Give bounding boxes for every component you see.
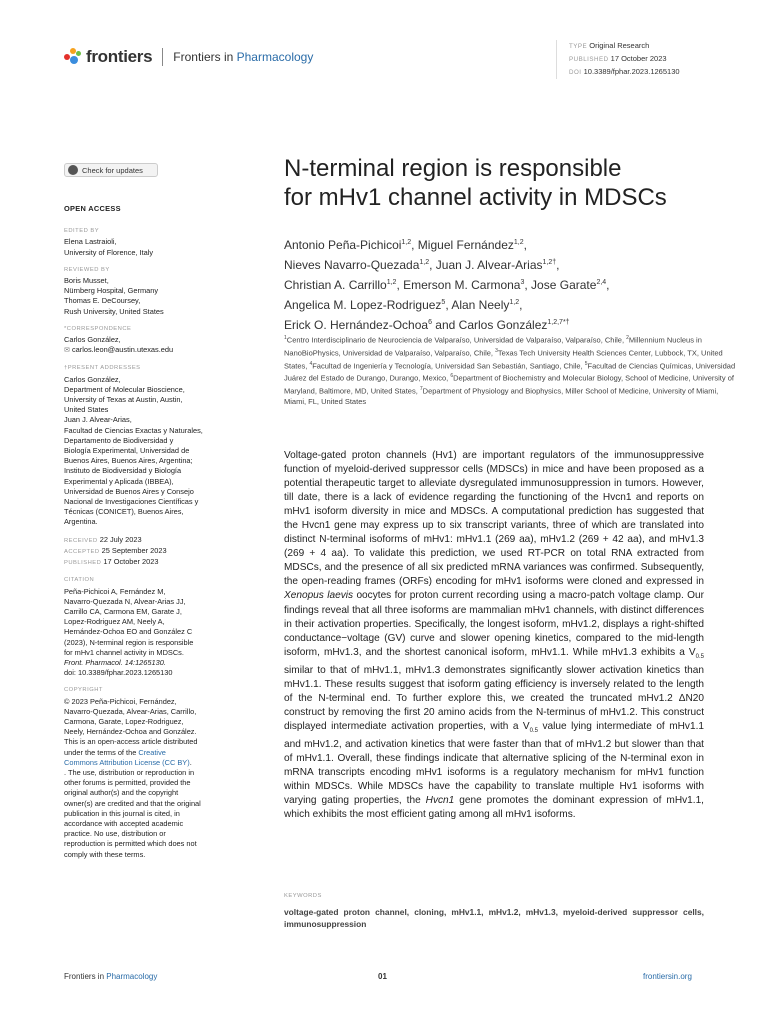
keywords-label: KEYWORDS xyxy=(284,893,322,899)
published-date: 17 October 2023 xyxy=(610,54,667,63)
article-title: N-terminal region is responsible for mHv1 channel activity in MDSCs xyxy=(284,155,667,211)
frontiers-logo-icon xyxy=(64,48,82,66)
copyright: COPYRIGHT © 2023 Peña-Pichicoi, Fernández, Navarro-Quezada, Alvear-Arias, Carrillo, Carmona, Garate, Lopez-Rodriguez, Neely, Hernández-Ochoa and González. This is an open-access article distributed under the terms of the Creative Commons Attribution License (CC BY). . The use, distribution or reproduction in other forums is permitted, provided the original author(s) and the copyright owner(s) are credited and that the original publication in this journal is cited, in accordance with accepted academic practice. No use, distribution or reproduction is permitted which does not comply with these terms. xyxy=(64,687,201,859)
article-type: Original Research xyxy=(589,41,650,50)
open-access-label: OPEN ACCESS xyxy=(64,204,121,213)
logo-divider xyxy=(162,48,163,66)
cc-license-link-2[interactable]: Commons Attribution License (CC BY) xyxy=(64,757,190,767)
email-icon: ✉ xyxy=(64,347,70,355)
correspondence: *CORRESPONDENCE Carlos González, ✉ carlos.leon@austin.utexas.edu xyxy=(64,325,174,355)
affiliations: $^1$Centro Interdisciplinario de Neurociencia de Valparaíso, Universidad de Valparaíso, Valparaíso, Chile, $^2$Millennium Nucleus in NanoBioPhysics, Universidad de Valparaíso, Valparaíso, Chile, $^3$Texas Tech University Health Sciences Center, Lubbock, TX, United States, $^4$Facultad de Ingeniería y Tecnología, Universidad San Sebastián, Santiago, Chile, $^5$Facultad de Ciencias Químicas, Universidad Juárez del Estado de Durango, Durango, Mexico, $^6$Department of Biochemistry and Molecular Biology, School of Medicine, University of Maryland, Baltimore, MD, United States, $^7$Department of Physiology and Biophysics, Miller School of Medicine, University of Miami, Miami, FL, United States xyxy=(284,335,736,406)
page-number: 01 xyxy=(378,972,387,981)
frontiers-logo[interactable] xyxy=(64,47,313,67)
edited-by: EDITED BY Elena Lastraioli, University of Florence, Italy xyxy=(64,228,154,257)
citation: CITATION Peña-Pichicoi A, Fernández M, Navarro-Quezada N, Alvear-Arias JJ, Carrillo CA, Carmona EM, Garate J, Lopez-Rodriguez AM, Neely A, Hernández-Ochoa EO and González C (2023), N-terminal region is responsible for mHv1 channel activity in MDSCs. Front. Pharmacol. 14:1265130. doi: 10.3389/fphar.2023.1265130 xyxy=(64,577,194,678)
journal-name: Frontiers in Pharmacology xyxy=(173,50,314,64)
abstract: Voltage-gated proton channels (Hv1) are important regulators of the immunosuppressive function of myeloid-derived suppressor cells (MDSCs) in mice and have been proposed as a potential therapeutic target to alleviate dysregulated immunosuppression in tumors. However, till date, there is a lack of evidence regarding the functioning of the Hvcn1 and reports on mHv1 isoform diversity in mice and MDSCs. A computational prediction has suggested that the Hvcn1 gene may express up to six transcript variants, three of which are translated into distinct N-terminal isoforms of mHv1: mHv1.1 (269 aa), mHv1.2 (269 + 42 aa), and mHv1.3 (269 + 4 aa). To validate this prediction, we used RT-PCR on total RNA extracted from MDSCs, and the presence of all six predicted mRNA variances was confirmed. Subsequently, the open-reading frames (ORFs) encoding for mHv1 isoforms were cloned and expressed in Xenopus laevis oocytes for proton current recording using a macro-patch voltage clamp. Our findings reveal that all three isoforms are mammalian mHv1 channels, with distinct differences in their activation properties. Specifically, the longest isoform, mHv1.2, displays a right-shifted conductance−voltage (GV) curve and slower opening kinetics, compared to the mid-length isoform, mHv1.3, and the shortest canonical isoform, mHv1.1. While mHv1.3 exhibits a $V_{0.5}$ similar to that of mHv1.1, mHv1.3 demonstrates significantly slower activation kinetics than mHv1.1. These results suggest that isoform gating efficiency is inversely related to the length of the N-terminal end. To further explore this, we created the truncated mHv1.2 ΔN20 construct by removing the first 20 amino acids from the N-terminus of mHv1.2. This construct displayed intermediate activation properties, with a $V_{0.5}$ value lying intermediate of mHv1.1 and mHv1.2, and activation kinetics that were faster than that of mHv1.2 but slower than that of mHv1.1. Overall, these findings indicate that alternative splicing of the N-terminal exon in mRNA transcripts encoding mHv1 isoforms is a regulatory mechanism for mHv1 function within MDSCs. While MDSCs have the capability to translate multiple Hv1 isoforms with varying gating properties, the Hvcn1 gene promotes the dominant expression of mHv1.1, which exhibits the most efficient gating among all mHv1 isoforms. xyxy=(284,450,704,821)
check-updates-icon xyxy=(68,165,78,175)
correspondence-email[interactable]: carlos.leon@austin.utexas.edu xyxy=(71,345,174,355)
present-addresses: †PRESENT ADDRESSES Carlos González, Department of Molecular Bioscience, University of Texas at Austin, Austin, United States Juan J. Alvear-Arias, Facultad de Ciencias Exactas y Naturales, Departamento de Biodiversidad y Biología Experimental, Universidad de Buenos Aires, Buenos Aires, Argentina; Instituto de Biodiversidad y Biología Experimental y Aplicada (IBBEA), Universidad de Buenos Aires y Consejo Nacional de Investigaciones Científicas y Técnicas (CONICET), Buenos Aires, Argentina. xyxy=(64,365,203,527)
history-dates: RECEIVED 22 July 2023 ACCEPTED 25 September 2023 PUBLISHED 17 October 2023 xyxy=(64,534,167,567)
reviewed-by: REVIEWED BY Boris Musset, Nürnberg Hospital, Germany Thomas E. DeCoursey, Rush University, United States xyxy=(64,266,164,316)
cc-license-link[interactable]: Creative xyxy=(138,747,166,757)
footer-journal: Frontiers in Pharmacology xyxy=(64,972,158,981)
check-for-updates-button[interactable]: Check for updates xyxy=(64,163,158,177)
doi[interactable]: 10.3389/fphar.2023.1265130 xyxy=(583,67,680,76)
author-list: Antonio Peña-Pichicoi$^{1,2}$, Miguel Fernández$^{1,2}$, Nieves Navarro-Quezada$^{1,2}$, Juan J. Alvear-Arias$^{1,2\dagger}$, Christian A. Carrillo$^{1,2}$, Emerson M. Carmona$^3$, Jose Garate$^{2,4}$, Angelica M. Lopez-Rodriguez$^5$, Alan Neely$^{1,2}$, Erick O. Hernández-Ochoa$^6$ and Carlos González$^{1,2,7*\dagger}$ xyxy=(284,238,610,332)
article-meta: TYPE Original Research PUBLISHED 17 October 2023 DOI 10.3389/fphar.2023.1265130 xyxy=(556,40,768,79)
footer-site-link[interactable]: frontiersin.org xyxy=(643,972,692,981)
keywords: voltage-gated proton channel, cloning, mHv1.1, mHv1.2, mHv1.3, myeloid-derived suppressor cells, immunosuppression xyxy=(284,907,704,929)
sidebar xyxy=(64,204,240,867)
logo-wordmark: frontiers xyxy=(86,47,153,66)
